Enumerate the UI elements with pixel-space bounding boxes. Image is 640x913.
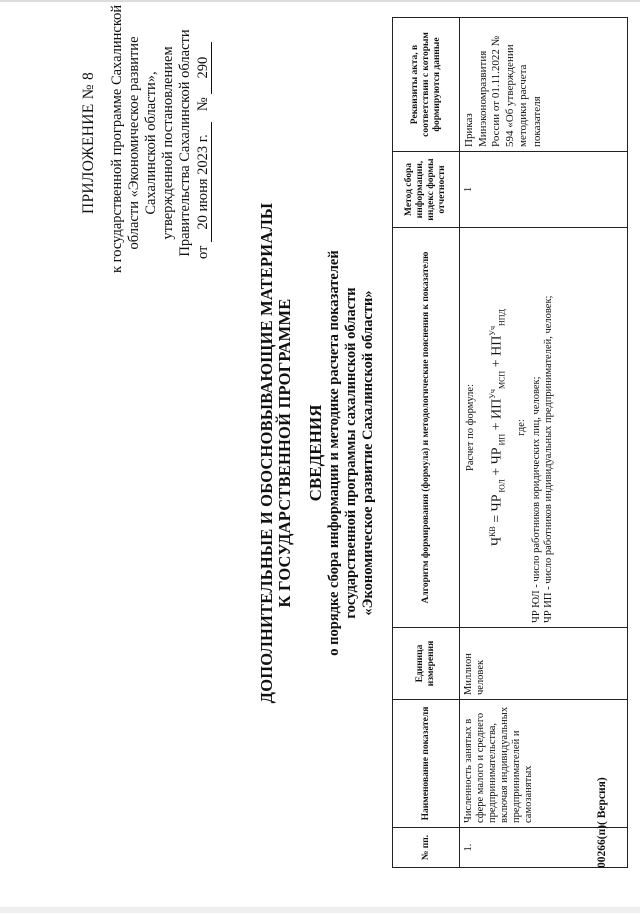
date-prefix: от xyxy=(195,245,211,259)
appendix-title: ПРИЛОЖЕНИЕ № 8 xyxy=(80,71,97,215)
heading-svedeniya: СВЕДЕНИЯ xyxy=(306,404,325,502)
row-num: 1. xyxy=(460,828,628,868)
heading-sub-2: государственной программы сахалинской области xyxy=(343,287,359,619)
formula-legend-2: ЧР ИП - число работников индивидуальных предпринимателей, человек; xyxy=(543,295,555,623)
indicators-table xyxy=(392,17,628,868)
formula-intro: Расчет по формуле: xyxy=(465,384,476,471)
header-name: Наименование показателя xyxy=(393,700,460,828)
appendix-line-3: Сахалинской области», xyxy=(143,71,159,215)
row-indicator-name: Численность занятых в сфере малого и среднего предпринимательства, включая индивидуальных предпринимателей и самозанятых xyxy=(460,700,628,828)
appendix-block xyxy=(80,4,212,273)
heading-sub-1: о порядке сбора информации и методике расчета показателей xyxy=(326,250,342,656)
formula-where: где: xyxy=(516,419,528,436)
formula-legend-1: ЧР ЮЛ - число работников юридических лиц, человек; xyxy=(531,376,543,623)
formula: $Ч^{КВ}$ = ЧР $_{ЮЛ}$ + ЧР $_{ИП} + ИП^{Уч}_{МСП} + НП^{Уч}_{НПД}$ xyxy=(488,308,507,547)
header-requisites: Реквизиты акта, в соответствии с которым формируются данные xyxy=(393,18,460,152)
header-algorithm: Алгоритм формирования (формула) и методологические пояснения к показателю xyxy=(393,228,460,628)
appendix-line-5: Правительства Сахалинской области xyxy=(177,29,193,257)
header-num: № пп. xyxy=(393,828,460,868)
approval-date-line xyxy=(195,13,212,273)
row-algorithm xyxy=(460,228,628,628)
header-unit: Единица измерения xyxy=(393,628,460,700)
table-row xyxy=(460,18,628,868)
number-sign: № xyxy=(195,97,211,112)
appendix-line-1: к государственной программе Сахалинской xyxy=(109,4,125,273)
appendix-line-4: утвержденной постановлением xyxy=(160,46,176,240)
document-version-code: 00266(п)( Версия) xyxy=(596,777,608,868)
heading-main-2: К ГОСУДАРСТВЕННОЙ ПРОГРАММЕ xyxy=(275,298,294,608)
heading-sub-3: «Экономическое развитие Сахалинской области» xyxy=(360,290,376,616)
heading-main-1: ДОПОЛНИТЕЛЬНЫЕ И ОБОСНОВЫВАЮЩИЕ МАТЕРИАЛЫ xyxy=(257,202,276,704)
appendix-line-2: области «Экономическое развитие xyxy=(126,36,142,250)
row-method: 1 xyxy=(460,152,628,228)
row-requisites: Приказ Минэкономразвития России от 01.11.2022 № 594 «Об утверждении методики расчета показателя xyxy=(460,18,628,152)
document-heading xyxy=(258,173,377,733)
table-header-row xyxy=(393,18,460,868)
header-method: Метод сбора информации, индекс формы отчетности xyxy=(393,152,460,228)
approval-number: 290 xyxy=(196,42,212,94)
row-unit: Миллион человек xyxy=(460,628,628,700)
approval-date: 20 июня 2023 г. xyxy=(196,122,212,242)
